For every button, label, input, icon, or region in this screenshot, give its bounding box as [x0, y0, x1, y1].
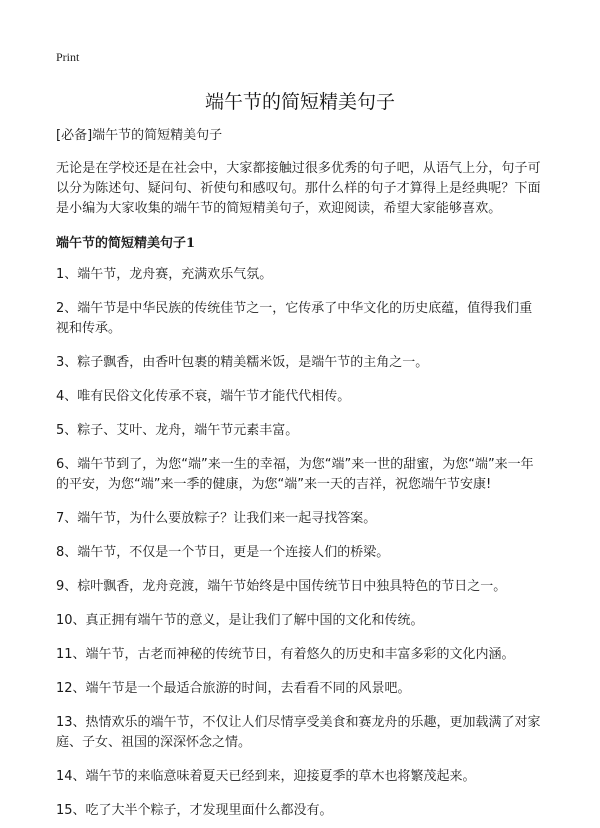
print-link[interactable]: Print	[56, 50, 80, 64]
sentence-item: 10、真正拥有端午节的意义，是让我们了解中国的文化和传统。	[56, 613, 424, 628]
section-heading: 端午节的简短精美句子1	[56, 236, 196, 251]
sentence-item: 9、棕叶飘香，龙舟竞渡，端午节始终是中国传统节日中独具特色的节日之一。	[56, 579, 507, 594]
sentence-item: 3、粽子飘香，由香叶包裹的精美糯米饭，是端午节的主角之一。	[56, 355, 429, 370]
sentence-item: 6、端午节到了，为您“端”来一生的幸福，为您“端”来一世的甜蜜，为您“端”来一年的平安，为您“端”来一季的健康，为您“端”来一天的吉祥，祝您端午节安康!	[56, 457, 534, 492]
sentence-item: 12、端午节是一个最适合旅游的时间，去看看不同的风景吧。	[56, 681, 411, 696]
sentence-item: 15、吃了大半个粽子，才发现里面什么都没有。	[56, 803, 333, 818]
sentence-list	[56, 265, 544, 821]
subtitle: [必备]端午节的简短精美句子	[56, 128, 223, 143]
sentence-item: 8、端午节，不仅是一个节日，更是一个连接人们的桥梁。	[56, 545, 390, 560]
sentence-item: 14、端午节的来临意味着夏天已经到来，迎接夏季的草木也将繁茂起来。	[56, 769, 476, 784]
sentence-item: 11、端午节，古老而神秘的传统节日，有着悠久的历史和丰富多彩的文化内涵。	[56, 647, 515, 662]
sentence-item: 1、端午节，龙舟赛，充满欢乐气氛。	[56, 267, 273, 282]
intro-paragraph: 无论是在学校还是在社会中，大家都接触过很多优秀的句子吧，从语气上分，句子可以分为陈述句、疑问句、祈使句和感叹句。那什么样的句子才算得上是经典呢？下面是小编为大家收集的端午节的简短精美句子，欢迎阅读，希望大家能够喜欢。	[56, 161, 541, 216]
sentence-item: 13、热情欢乐的端午节，不仅让人们尽情享受美食和赛龙舟的乐趣，更加载满了对家庭、子女、祖国的深深怀念之情。	[56, 715, 541, 750]
sentence-item: 7、端午节，为什么要放粽子？让我们来一起寻找答案。	[56, 511, 377, 526]
sentence-item: 4、唯有民俗文化传承不衰，端午节才能代代相传。	[56, 389, 351, 404]
sentence-item: 2、端午节是中华民族的传统佳节之一，它传承了中华文化的历史底蕴，值得我们重视和传承。	[56, 301, 533, 336]
page-title: 端午节的简短精美句子	[204, 91, 395, 113]
sentence-item: 5、粽子、艾叶、龙舟，端午节元素丰富。	[56, 423, 299, 438]
